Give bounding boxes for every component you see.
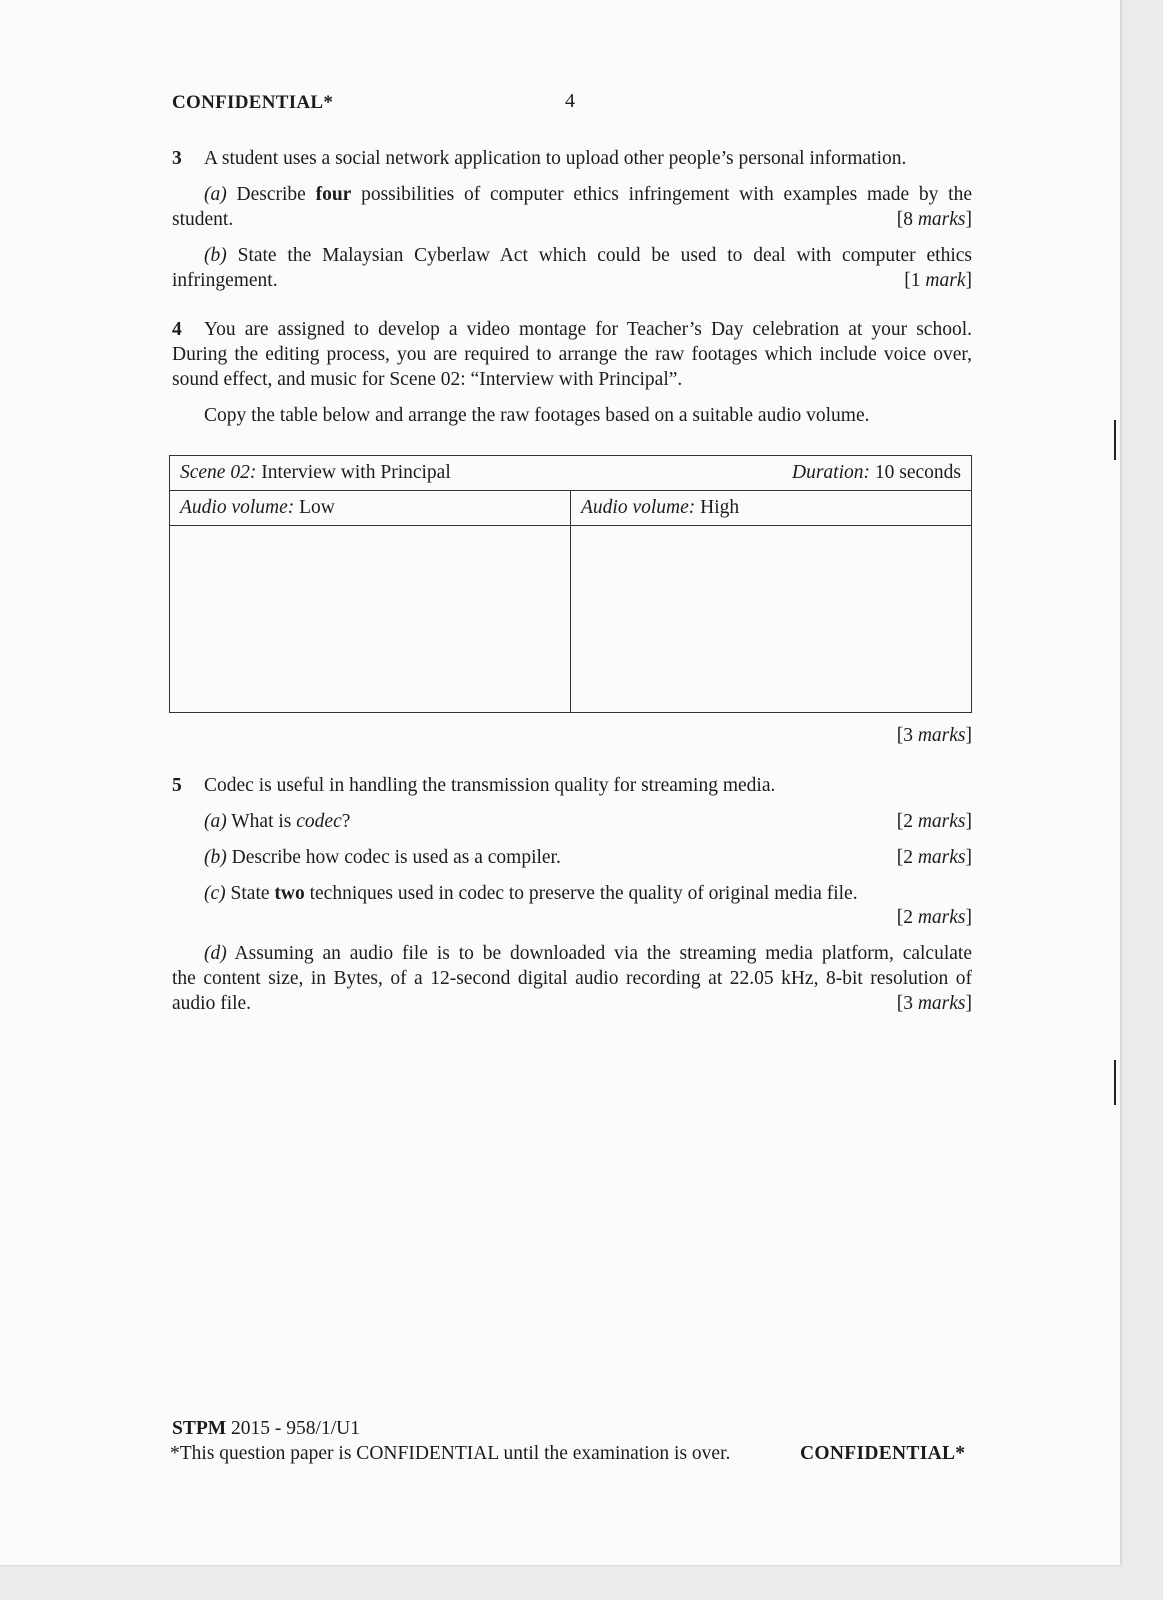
paper-code: STPM 2015 - 958/1/U1 xyxy=(172,1418,360,1439)
q5c: (c) State two techniques used in codec to preserve the quality of original media file. xyxy=(204,883,858,904)
audio-volume-table xyxy=(169,455,972,713)
col-low-cell xyxy=(170,526,571,713)
col-low-header: Audio volume: Low xyxy=(170,491,571,526)
q4-line1: 4 You are assigned to develop a video montage for Teacher’s Day celebration at your school. xyxy=(172,319,972,340)
q5a: (a) What is codec? [2 marks] xyxy=(172,809,972,835)
table-column-header-row xyxy=(170,491,972,526)
q4-marks: [3 marks] xyxy=(896,725,972,746)
table-header-row xyxy=(170,456,972,491)
header-confidential: CONFIDENTIAL* xyxy=(172,92,334,113)
q3a-marks: [8 marks] xyxy=(896,209,972,230)
q5c-marks: [2 marks] xyxy=(896,907,972,928)
q5d-line2: the content size, in Bytes, of a 12-second digital audio recording at 22.05 kHz, 8-bit resolution of xyxy=(172,968,972,989)
scan-mark xyxy=(1114,1060,1116,1105)
q5a-marks: [2 marks] xyxy=(896,811,972,832)
q3-stem: 3 A student uses a social network application to upload other people’s personal information. xyxy=(172,148,907,169)
table-body-row xyxy=(170,526,972,713)
q3b-marks: [1 mark] xyxy=(904,270,972,291)
q5b-marks: [2 marks] xyxy=(896,847,972,868)
q5d-line1: (d) Assuming an audio file is to be downloaded via the streaming media platform, calculate xyxy=(204,943,972,964)
col-high-header: Audio volume: High xyxy=(571,491,972,526)
duration: Duration: 10 seconds xyxy=(792,462,961,483)
q3a-line1: (a) Describe four possibilities of computer ethics infringement with examples made by the xyxy=(204,184,973,205)
q3a-line2: student. [8 marks] xyxy=(172,207,972,233)
q4-line2: During the editing process, you are required to arrange the raw footages which include voice over, xyxy=(172,344,972,365)
footer-note: *This question paper is CONFIDENTIAL until the examination is over. xyxy=(170,1443,731,1464)
scan-mark xyxy=(1114,420,1116,460)
scene-title: Scene 02: Interview with Principal xyxy=(180,462,451,483)
q3b-line1: (b) State the Malaysian Cyberlaw Act which could be used to deal with computer ethics xyxy=(204,245,972,266)
q5-stem: 5 Codec is useful in handling the transmission quality for streaming media. xyxy=(172,775,776,796)
q4-instruction: Copy the table below and arrange the raw footages based on a suitable audio volume. xyxy=(204,405,870,426)
q4-line3: sound effect, and music for Scene 02: “Interview with Principal”. xyxy=(172,369,683,390)
page-number: 4 xyxy=(565,90,575,112)
footer-confidential: CONFIDENTIAL* xyxy=(800,1443,966,1464)
q5d-marks: [3 marks] xyxy=(896,993,972,1014)
col-high-cell xyxy=(571,526,972,713)
q3b-line2: infringement. [1 mark] xyxy=(172,268,972,294)
q5b: (b) Describe how codec is used as a compiler. [2 marks] xyxy=(172,845,972,871)
scene-cell xyxy=(170,456,972,491)
q5d-line3: audio file. [3 marks] xyxy=(172,991,972,1017)
